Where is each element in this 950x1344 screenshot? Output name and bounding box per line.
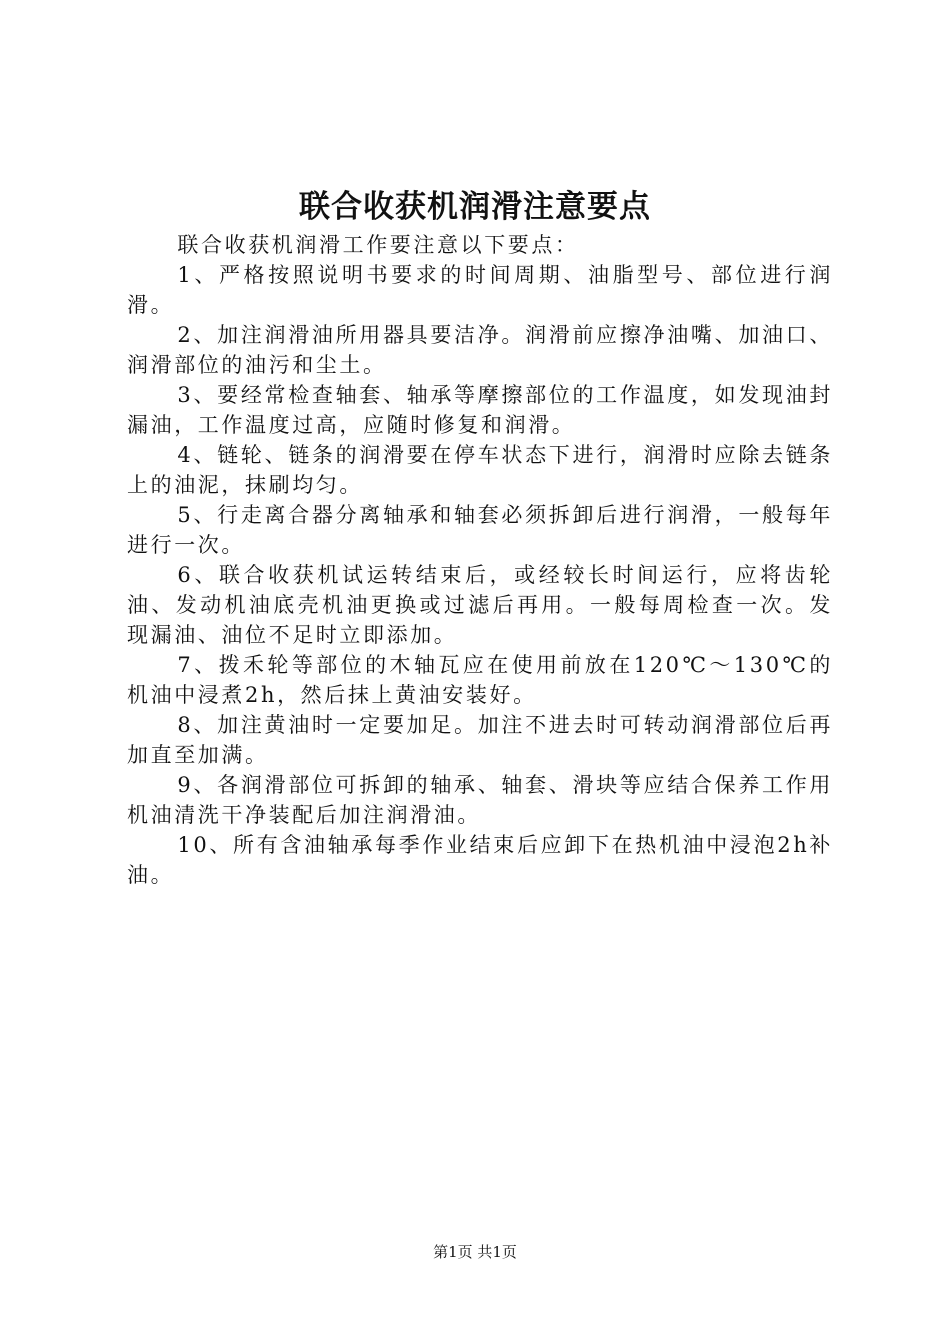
document-title: 联合收获机润滑注意要点	[299, 189, 651, 225]
list-item: 7、拨禾轮等部位的木轴瓦应在使用前放在120℃～130℃的机油中浸煮2h，然后抹上黄油安装好。	[127, 653, 833, 707]
list-item: 1、严格按照说明书要求的时间周期、油脂型号、部位进行润滑。	[127, 263, 833, 317]
list-item: 10、所有含油轴承每季作业结束后应卸下在热机油中浸泡2h补油。	[127, 833, 833, 887]
page-number-footer: 第1页 共1页	[433, 1243, 517, 1261]
list-item: 3、要经常检查轴套、轴承等摩擦部位的工作温度，如发现油封漏油，工作温度过高，应随时修复和润滑。	[127, 383, 833, 437]
document-body	[127, 230, 833, 890]
list-item: 8、加注黄油时一定要加足。加注不进去时可转动润滑部位后再加直至加满。	[127, 713, 833, 767]
list-item: 4、链轮、链条的润滑要在停车状态下进行，润滑时应除去链条上的油泥，抹刷均匀。	[127, 443, 833, 497]
intro-paragraph: 联合收获机润滑工作要注意以下要点：	[177, 233, 579, 257]
list-item: 6、联合收获机试运转结束后，或经较长时间运行，应将齿轮油、发动机油底壳机油更换或过滤后再用。一般每周检查一次。发现漏油、油位不足时立即添加。	[127, 563, 833, 647]
list-item: 2、加注润滑油所用器具要洁净。润滑前应擦净油嘴、加油口、润滑部位的油污和尘土。	[127, 323, 833, 377]
list-item: 9、各润滑部位可拆卸的轴承、轴套、滑块等应结合保养工作用机油清洗干净装配后加注润滑油。	[127, 773, 833, 827]
list-item: 5、行走离合器分离轴承和轴套必须拆卸后进行润滑，一般每年进行一次。	[127, 503, 833, 557]
